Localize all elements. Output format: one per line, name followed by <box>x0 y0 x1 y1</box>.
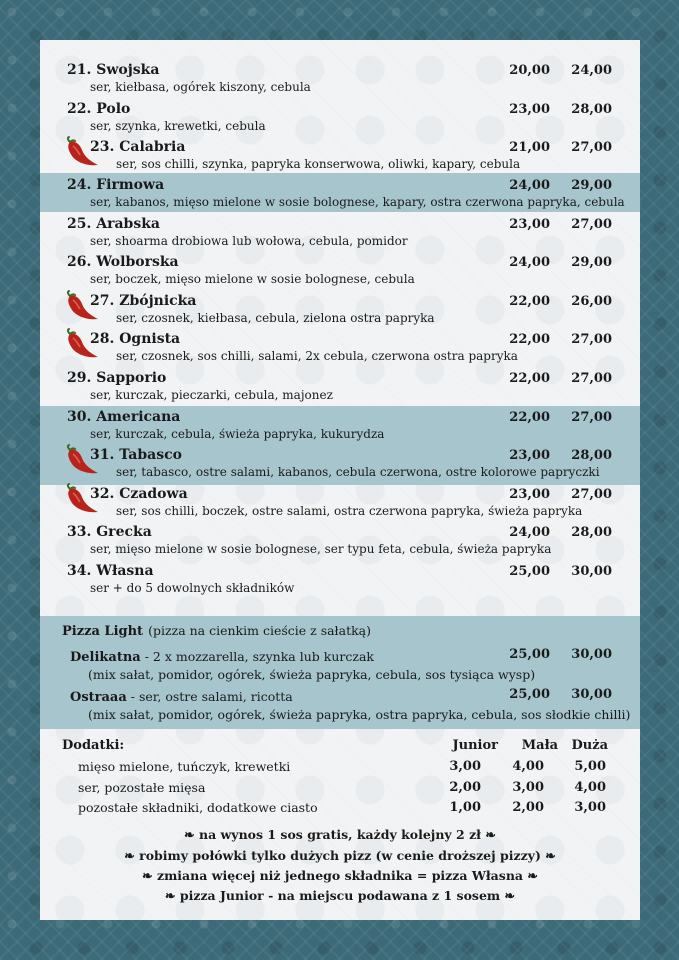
extras-header-duza: Duża <box>571 738 608 753</box>
extras-title: Dodatki: <box>62 738 125 753</box>
light-price-large: 30,00 <box>571 687 612 702</box>
pizza-name: 29. Sapporio <box>67 370 167 386</box>
ornament-icon: ❧ <box>142 868 153 883</box>
pizza-name: 21. Swojska <box>67 62 160 78</box>
ornament-icon: ❧ <box>504 888 515 903</box>
pizza-name: 23. Calabria <box>90 139 186 155</box>
note-text: zmiana więcej niż jednego składnika = pizza Własna <box>156 868 523 883</box>
extras-row-label: mięso mielone, tuńczyk, krewetki <box>78 759 291 774</box>
extras-price-junior: 3,00 <box>449 759 481 774</box>
price-small: 25,00 <box>509 564 550 579</box>
pizza-ingredients: ser, czosnek, kiełbasa, cebula, zielona ostra papryka <box>116 311 435 325</box>
pizza-name: 33. Grecka <box>67 524 152 540</box>
price-large: 29,00 <box>571 255 612 270</box>
price-small: 20,00 <box>509 63 550 78</box>
pizza-name: 22. Polo <box>67 101 131 117</box>
price-small: 24,00 <box>509 255 550 270</box>
note-text: pizza Junior - na miejscu podawana z 1 sosem <box>179 888 501 903</box>
pizza-ingredients: ser + do 5 dowolnych składników <box>90 581 295 595</box>
extras-price-mala: 4,00 <box>512 759 544 774</box>
pizza-name: 25. Arabska <box>67 216 160 232</box>
note-text: na wynos 1 sos gratis, każdy kolejny 2 zł <box>199 827 481 842</box>
note-line <box>40 827 640 842</box>
price-large: 27,00 <box>571 410 612 425</box>
price-large: 27,00 <box>571 217 612 232</box>
extras-price-mala: 2,00 <box>512 800 544 815</box>
pizza-ingredients: ser, sos chilli, szynka, papryka konserwowa, oliwki, kapary, cebula <box>116 157 521 171</box>
pizza-light-title: Pizza Light <box>62 624 144 639</box>
pizza-ingredients: ser, czosnek, sos chilli, salami, 2x cebula, czerwona ostra papryka <box>116 349 518 363</box>
pizza-name: 30. Americana <box>67 409 181 425</box>
pizza-name: 26. Wolborska <box>67 254 179 270</box>
pizza-ingredients: ser, shoarma drobiowa lub wołowa, cebula, pomidor <box>90 234 408 248</box>
light-item-name: Delikatna <box>70 650 141 665</box>
pizza-ingredients: ser, szynka, krewetki, cebula <box>90 119 266 133</box>
light-item-salad: (mix sałat, pomidor, ogórek, świeża papryka, cebula, sos tysiąca wysp) <box>88 667 536 682</box>
pizza-ingredients: ser, kurczak, cebula, świeża papryka, kukurydza <box>90 427 385 441</box>
pizza-light-heading <box>62 620 371 639</box>
light-price-small: 25,00 <box>509 687 550 702</box>
ornament-icon: ❧ <box>165 888 176 903</box>
pizza-name: 24. Firmowa <box>67 177 165 193</box>
ornament-icon: ❧ <box>545 848 556 863</box>
ornament-icon: ❧ <box>184 827 195 842</box>
pizza-ingredients: ser, kabanos, mięso mielone w sosie bolognese, kapary, ostra czerwona papryka, cebula <box>90 195 625 209</box>
extras-price-duza: 4,00 <box>574 780 606 795</box>
price-large: 27,00 <box>571 487 612 502</box>
extras-header-mala: Mała <box>521 738 558 753</box>
light-item-delikatna <box>70 646 374 665</box>
price-large: 30,00 <box>571 564 612 579</box>
price-small: 24,00 <box>509 525 550 540</box>
light-item-main: - ser, ostre salami, ricotta <box>126 689 293 704</box>
price-large: 28,00 <box>571 102 612 117</box>
price-small: 22,00 <box>509 294 550 309</box>
price-small: 22,00 <box>509 371 550 386</box>
light-item-name: Ostraaa <box>70 690 127 705</box>
pizza-ingredients: ser, boczek, mięso mielone w sosie bolognese, cebula <box>90 272 415 286</box>
price-large: 27,00 <box>571 371 612 386</box>
pizza-light-subtitle: (pizza na cienkim cieście z sałatką) <box>148 623 371 638</box>
price-large: 28,00 <box>571 448 612 463</box>
pizza-ingredients: ser, kurczak, pieczarki, cebula, majonez <box>90 388 333 402</box>
pizza-name: 27. Zbójnicka <box>90 293 197 309</box>
price-large: 29,00 <box>571 178 612 193</box>
pizza-ingredients: ser, sos chilli, boczek, ostre salami, ostra czerwona papryka, świeża papryka <box>116 504 583 518</box>
extras-price-junior: 2,00 <box>449 780 481 795</box>
note-line <box>40 888 640 903</box>
pizza-name: 34. Własna <box>67 563 154 579</box>
ornament-icon: ❧ <box>527 868 538 883</box>
price-large: 26,00 <box>571 294 612 309</box>
price-small: 23,00 <box>509 217 550 232</box>
menu-panel <box>40 40 640 920</box>
price-small: 22,00 <box>509 410 550 425</box>
price-small: 23,00 <box>509 102 550 117</box>
ornament-icon: ❧ <box>124 848 135 863</box>
price-large: 27,00 <box>571 332 612 347</box>
note-text: robimy połówki tylko dużych pizz (w cenie droższej pizzy) <box>139 848 541 863</box>
extras-row-label: pozostałe składniki, dodatkowe ciasto <box>78 800 318 815</box>
pizza-name: 32. Czadowa <box>90 486 188 502</box>
price-small: 23,00 <box>509 448 550 463</box>
pizza-name: 28. Ognista <box>90 331 181 347</box>
price-large: 28,00 <box>571 525 612 540</box>
extras-row-label: ser, pozostałe mięsa <box>78 780 206 795</box>
extras-price-junior: 1,00 <box>449 800 481 815</box>
light-price-large: 30,00 <box>571 647 612 662</box>
price-small: 22,00 <box>509 332 550 347</box>
price-small: 23,00 <box>509 487 550 502</box>
light-item-salad: (mix sałat, pomidor, ogórek, świeża papryka, ostra papryka, cebula, sos słodkie chilli) <box>88 707 631 722</box>
light-item-ostraaa <box>70 686 293 705</box>
price-small: 21,00 <box>509 140 550 155</box>
pizza-name: 31. Tabasco <box>90 447 182 463</box>
price-small: 24,00 <box>509 178 550 193</box>
price-large: 24,00 <box>571 63 612 78</box>
pizza-ingredients: ser, kiełbasa, ogórek kiszony, cebula <box>90 80 311 94</box>
light-price-small: 25,00 <box>509 647 550 662</box>
extras-price-mala: 3,00 <box>512 780 544 795</box>
extras-price-duza: 5,00 <box>574 759 606 774</box>
extras-price-duza: 3,00 <box>574 800 606 815</box>
note-line <box>40 868 640 883</box>
price-large: 27,00 <box>571 140 612 155</box>
note-line <box>40 848 640 863</box>
pizza-ingredients: ser, tabasco, ostre salami, kabanos, cebula czerwona, ostre kolorowe papryczki <box>116 465 600 479</box>
extras-header-junior: Junior <box>452 738 498 753</box>
ornament-icon: ❧ <box>485 827 496 842</box>
light-item-main: - 2 x mozzarella, szynka lub kurczak <box>140 649 374 664</box>
pizza-ingredients: ser, mięso mielone w sosie bolognese, ser typu feta, cebula, świeża papryka <box>90 542 552 556</box>
